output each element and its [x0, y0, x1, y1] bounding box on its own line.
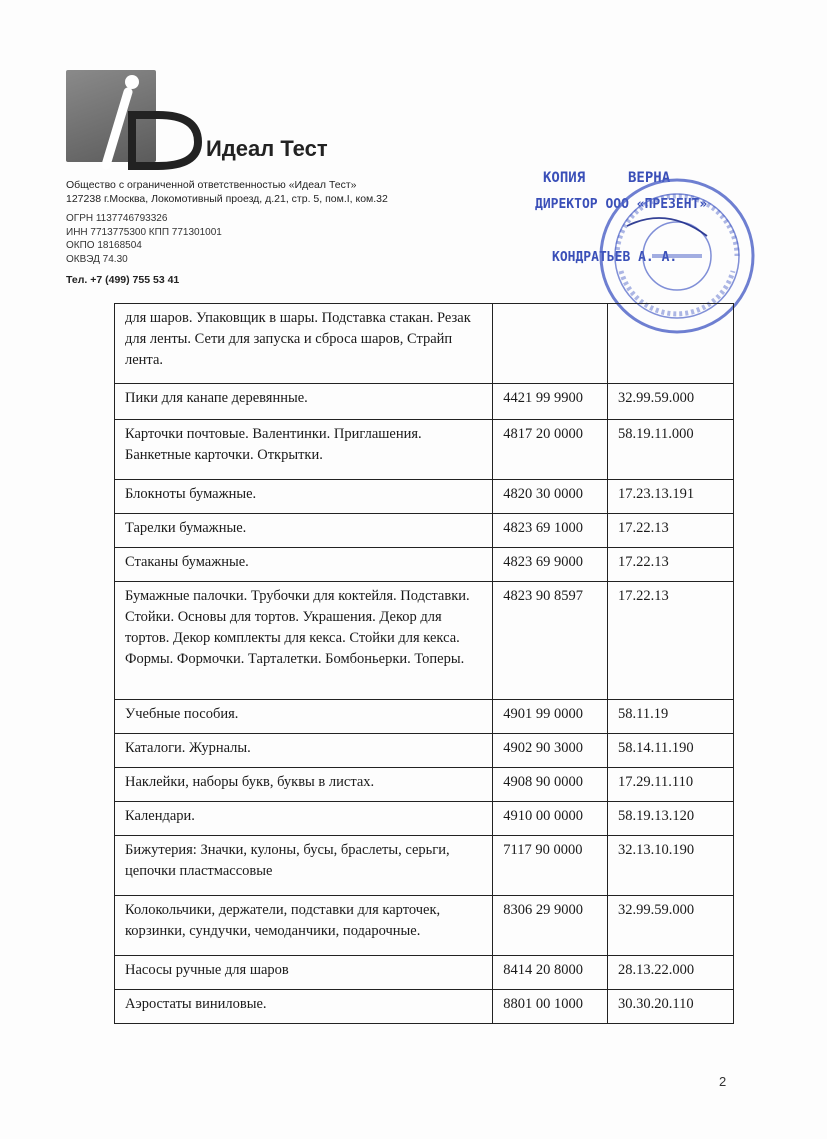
tnved-code-cell: 4820 30 0000: [493, 480, 608, 514]
okpd-code-cell: 58.14.11.190: [608, 734, 734, 768]
item-name-cell: Насосы ручные для шаров: [115, 956, 493, 990]
tnved-code-cell: 4823 90 8597: [493, 582, 608, 700]
item-name-cell: Колокольчики, держатели, подставки для карточек, корзинки, сундучки, чемоданчики, подарочные.: [115, 896, 493, 956]
okpd-code-cell: 17.23.13.191: [608, 480, 734, 514]
okpd-code-cell: 58.19.11.000: [608, 420, 734, 480]
tnved-code-cell: 4901 99 0000: [493, 700, 608, 734]
ogrn: ОГРН 1137746793326: [66, 213, 168, 224]
stamp-copy: КОПИЯ: [543, 170, 586, 186]
item-name-cell: Наклейки, наборы букв, буквы в листах.: [115, 768, 493, 802]
tnved-code-cell: 8306 29 9000: [493, 896, 608, 956]
company-phone: Тел. +7 (499) 755 53 41: [66, 274, 180, 286]
tnved-code-cell: 4908 90 0000: [493, 768, 608, 802]
table-row: [115, 384, 734, 420]
company-logo: [66, 70, 336, 170]
tnved-code-cell: [493, 304, 608, 384]
item-name-cell: для шаров. Упаковщик в шары. Подставка стакан. Резак для ленты. Сети для запуска и сброса шаров, Страйп лента.: [115, 304, 493, 384]
okved: ОКВЭД 74.30: [66, 253, 128, 265]
table-row: [115, 420, 734, 480]
table-row: [115, 548, 734, 582]
item-name-cell: Бижутерия: Значки, кулоны, бусы, браслеты, серьги, цепочки пластмассовые: [115, 836, 493, 896]
okpd-code-cell: 32.99.59.000: [608, 896, 734, 956]
tnved-code-cell: 8801 00 1000: [493, 990, 608, 1024]
page-number: 2: [719, 1074, 727, 1089]
company-name: Общество с ограниченной ответственностью «Идеал Тест»: [66, 179, 357, 191]
tnved-code-cell: 7117 90 0000: [493, 836, 608, 896]
table-row: [115, 700, 734, 734]
item-name-cell: Учебные пособия.: [115, 700, 493, 734]
okpd-code-cell: 17.22.13: [608, 514, 734, 548]
item-name-cell: Аэростаты виниловые.: [115, 990, 493, 1024]
item-name-cell: Стаканы бумажные.: [115, 548, 493, 582]
okpd-code-cell: 58.19.13.120: [608, 802, 734, 836]
okpd-code-cell: 28.13.22.000: [608, 956, 734, 990]
registration-details: [66, 212, 222, 266]
item-name-cell: Карточки почтовые. Валентинки. Приглашения. Банкетные карточки. Открытки.: [115, 420, 493, 480]
item-name-cell: Календари.: [115, 802, 493, 836]
stamp-director: ДИРЕКТОР ООО «ПРЕЗЕНТ»: [535, 197, 708, 212]
table-row: [115, 514, 734, 548]
okpd-code-cell: 32.99.59.000: [608, 384, 734, 420]
table-row: [115, 802, 734, 836]
table-row: [115, 734, 734, 768]
logo-wordmark: Идеал Тест: [206, 136, 328, 161]
okpd-code-cell: 17.22.13: [608, 548, 734, 582]
table-row: [115, 582, 734, 700]
tnved-code-cell: 4823 69 1000: [493, 514, 608, 548]
tnved-code-cell: 8414 20 8000: [493, 956, 608, 990]
item-name-cell: Блокноты бумажные.: [115, 480, 493, 514]
okpo: ОКПО 18168504: [66, 240, 142, 251]
item-name-cell: Тарелки бумажные.: [115, 514, 493, 548]
logo-letter-icon: [66, 70, 206, 170]
item-name-cell: Пики для канапе деревянные.: [115, 384, 493, 420]
okpd-code-cell: 17.22.13: [608, 582, 734, 700]
table-row: [115, 480, 734, 514]
item-name-cell: Бумажные палочки. Трубочки для коктейля. Подставки. Стойки. Основы для тортов. Украшения. Декор для тортов. Декор комплекты для кекса. Стойки для кекса. Формы. Формочки. Тарталетки. Бомбоньерки. Топеры.: [115, 582, 493, 700]
table-row: [115, 990, 734, 1024]
goods-table: [114, 303, 734, 1024]
company-address: 127238 г.Москва, Локомотивный проезд, д.21, стр. 5, пом.I, ком.32: [66, 193, 388, 205]
table-row: [115, 304, 734, 384]
stamp-signatory: КОНДРАТЬЕВ А. А.: [552, 250, 678, 265]
table-row: [115, 768, 734, 802]
okpd-code-cell: [608, 304, 734, 384]
table-row: [115, 896, 734, 956]
tnved-code-cell: 4823 69 9000: [493, 548, 608, 582]
table-row: [115, 956, 734, 990]
okpd-code-cell: 17.29.11.110: [608, 768, 734, 802]
item-name-cell: Каталоги. Журналы.: [115, 734, 493, 768]
okpd-code-cell: 30.30.20.110: [608, 990, 734, 1024]
table-row: [115, 836, 734, 896]
company-info: [66, 178, 388, 206]
tnved-code-cell: 4902 90 3000: [493, 734, 608, 768]
okpd-code-cell: 32.13.10.190: [608, 836, 734, 896]
tnved-code-cell: 4817 20 0000: [493, 420, 608, 480]
inn-kpp: ИНН 7713775300 КПП 771301001: [66, 226, 222, 238]
stamp-true: ВЕРНА: [628, 170, 671, 186]
tnved-code-cell: 4421 99 9900: [493, 384, 608, 420]
tnved-code-cell: 4910 00 0000: [493, 802, 608, 836]
okpd-code-cell: 58.11.19: [608, 700, 734, 734]
